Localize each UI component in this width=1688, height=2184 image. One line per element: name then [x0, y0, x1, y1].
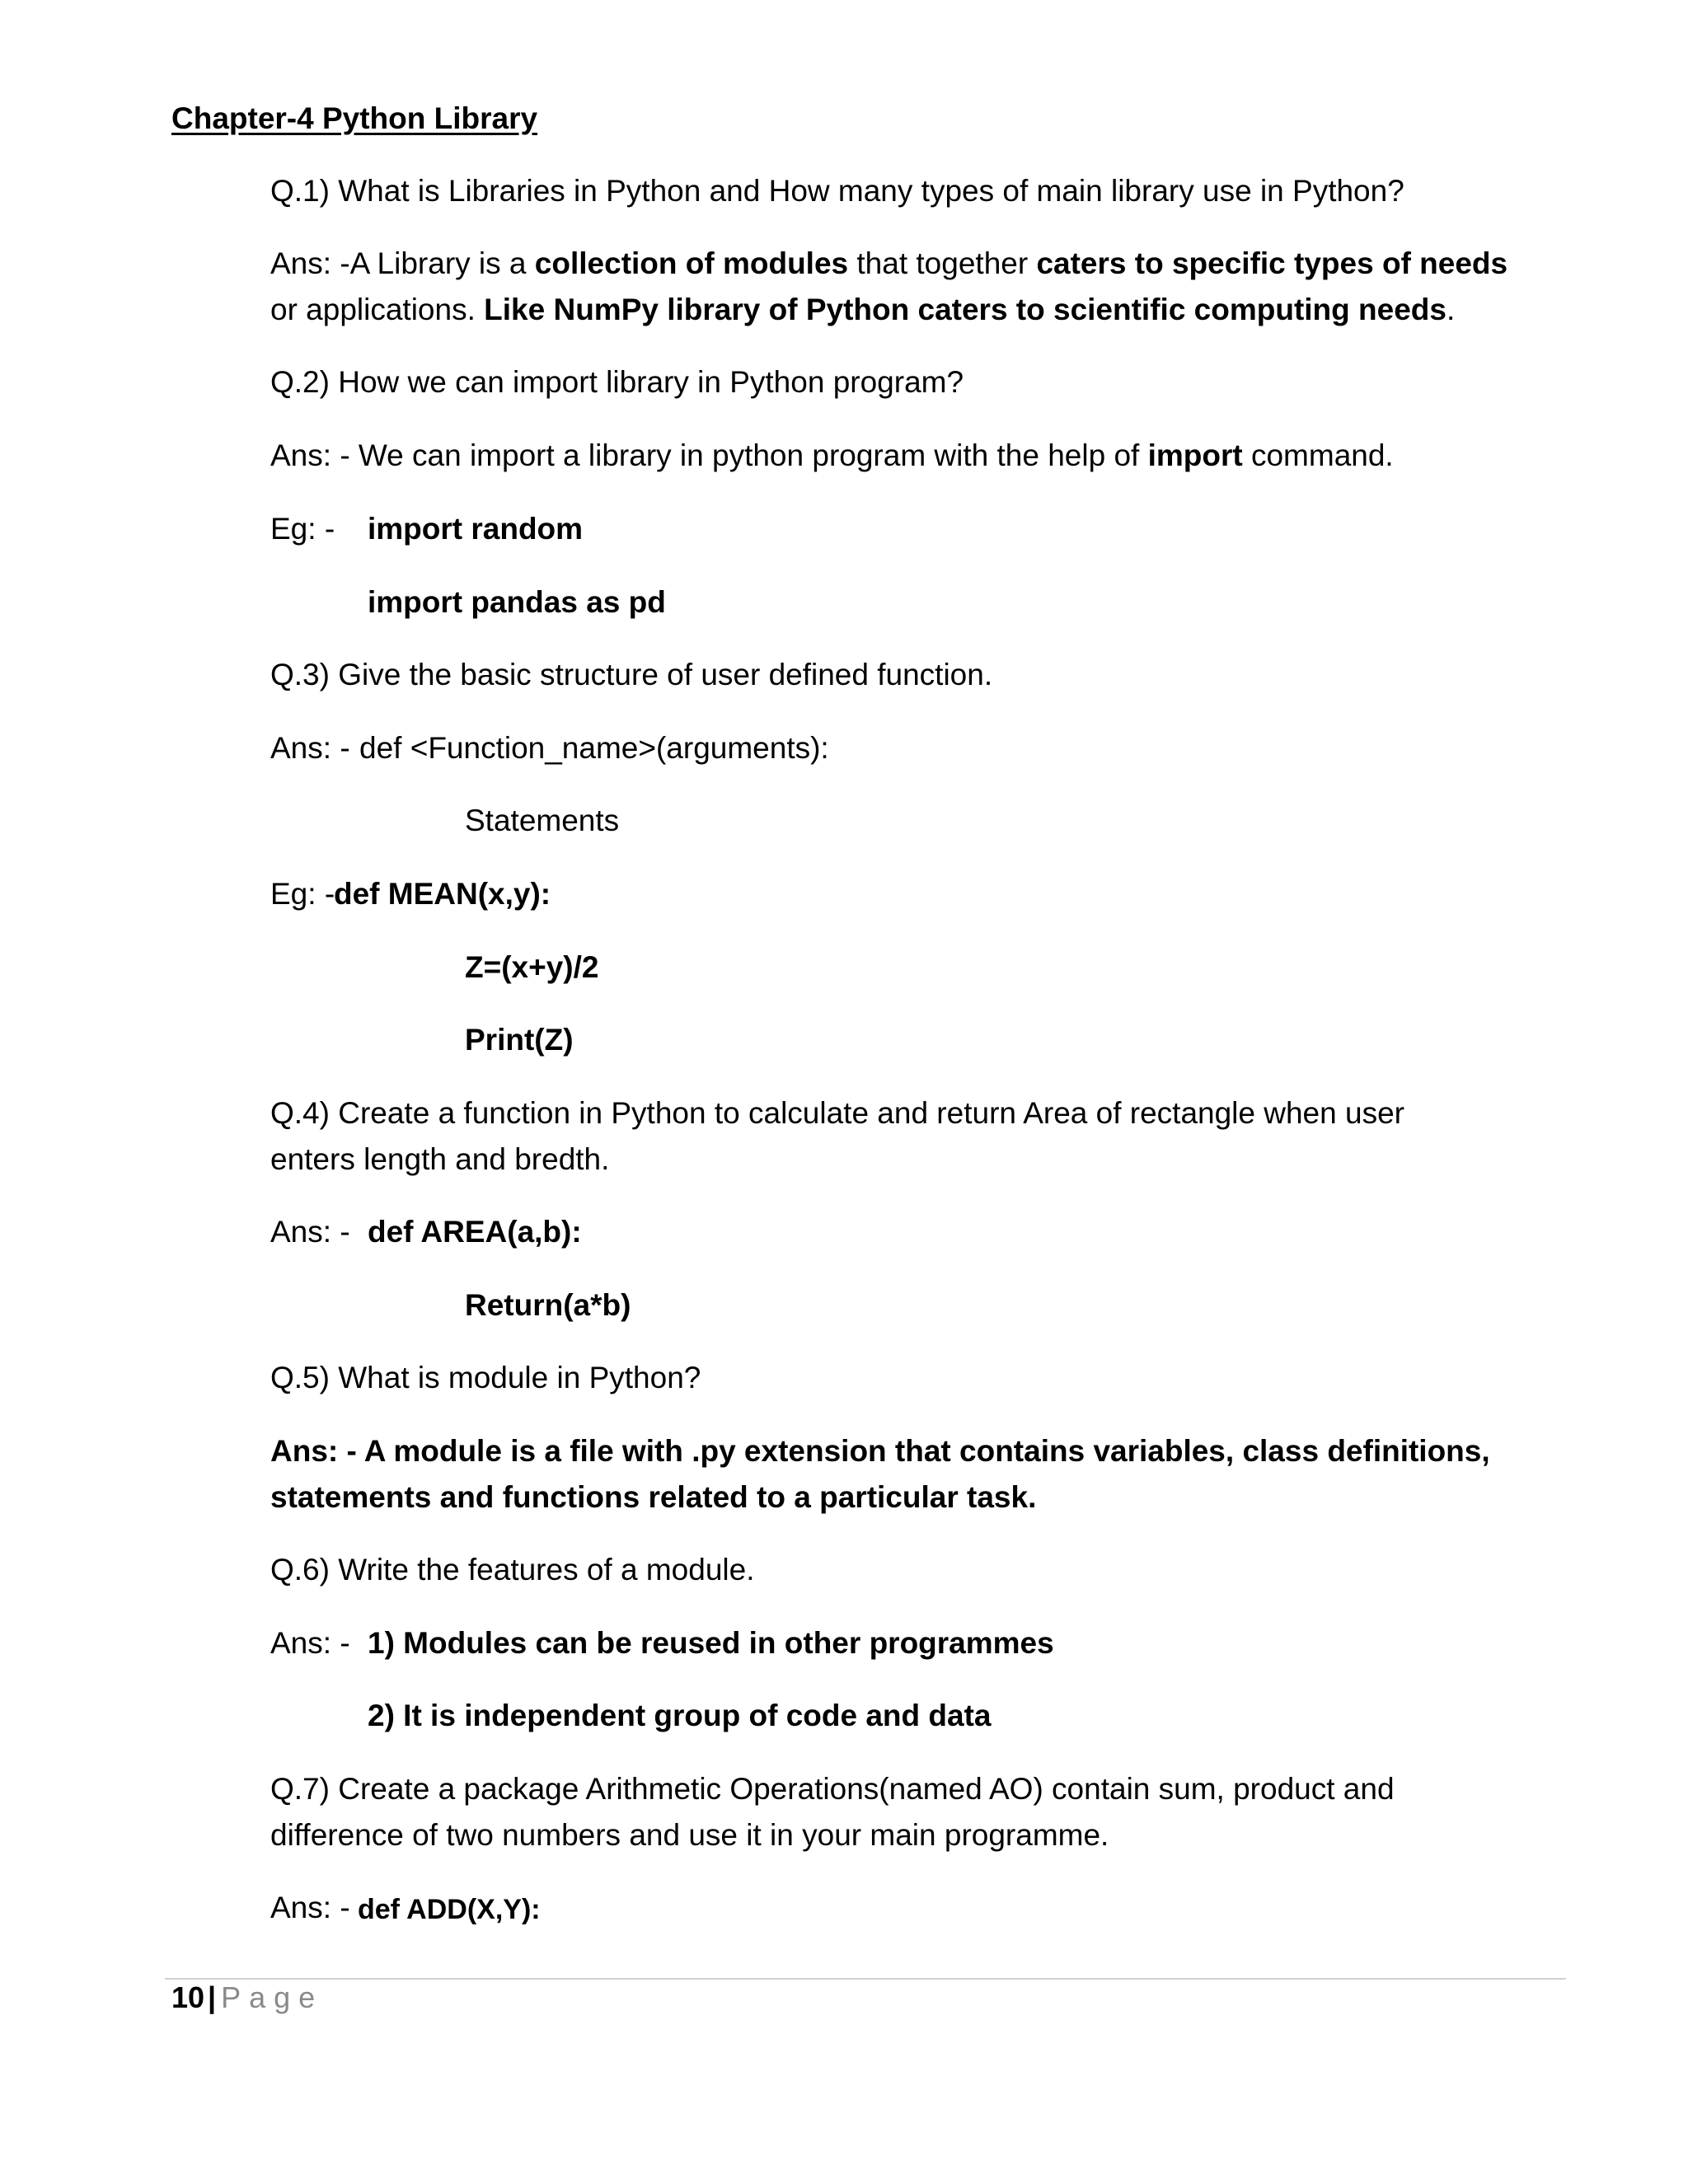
- page-label: Page: [221, 1980, 324, 2014]
- example-2-code-line: import random: [368, 512, 584, 546]
- example-2-label: Eg: -: [270, 512, 335, 546]
- question-1: Q.1) What is Libraries in Python and How many types of main library use in Python?: [270, 174, 1404, 208]
- example-3-code-line: Z=(x+y)/2: [465, 950, 599, 984]
- example-3-code-line: def MEAN(x,y):: [334, 877, 551, 911]
- answer-7-code-line: def ADD(X,Y):: [358, 1894, 541, 1925]
- answer-1-bold: caters to specific types of needs: [1036, 246, 1508, 280]
- answer-1-text: that together: [848, 246, 1037, 280]
- page-number: 10: [171, 1980, 205, 2014]
- chapter-heading: Chapter-4 Python Library: [171, 101, 538, 135]
- question-7-line-1: Q.7) Create a package Arithmetic Operations(named AO) contain sum, product and: [270, 1772, 1395, 1806]
- example-3-label: Eg: -: [270, 877, 335, 911]
- question-3: Q.3) Give the basic structure of user defined function.: [270, 658, 993, 691]
- answer-6-label: Ans: -: [270, 1626, 350, 1660]
- answer-3-label: Ans: -: [270, 731, 350, 765]
- answer-1-line-2: [270, 292, 1455, 328]
- question-2: Q.2) How we can import library in Python program?: [270, 365, 964, 399]
- answer-4-code-line: Return(a*b): [465, 1288, 631, 1322]
- answer-1-text: .: [1446, 293, 1456, 326]
- answer-2: [270, 438, 1394, 474]
- question-5: Q.5) What is module in Python?: [270, 1361, 701, 1394]
- answer-1-bold: collection of modules: [534, 246, 849, 280]
- answer-6-point: 2) It is independent group of code and data: [368, 1699, 992, 1732]
- answer-2-bold: import: [1147, 438, 1243, 472]
- answer-5-line-2: statements and functions related to a particular task.: [270, 1480, 1037, 1514]
- page-footer: [171, 1980, 323, 2016]
- question-6: Q.6) Write the features of a module.: [270, 1553, 755, 1586]
- answer-7-label: Ans: -: [270, 1891, 350, 1924]
- answer-3-code-line: def <Function_name>(arguments):: [359, 731, 829, 765]
- answer-1-text: Ans: -A Library is a: [270, 246, 535, 280]
- answer-2-text: Ans: - We can import a library in python program with the help of: [270, 438, 1148, 472]
- question-4-line-1: Q.4) Create a function in Python to calculate and return Area of rectangle when user: [270, 1096, 1404, 1130]
- question-4-line-2: enters length and bredth.: [270, 1142, 610, 1176]
- answer-4-code-line: def AREA(a,b):: [368, 1215, 582, 1249]
- question-7-line-2: difference of two numbers and use it in your main programme.: [270, 1818, 1109, 1852]
- footer-divider: [165, 1978, 1566, 1980]
- answer-5-line-1: Ans: - A module is a file with .py extension that contains variables, class definitions,: [270, 1434, 1490, 1468]
- answer-1-line-1: [270, 246, 1507, 282]
- example-2-code-line: import pandas as pd: [368, 585, 666, 619]
- answer-1-text: or applications.: [270, 293, 485, 326]
- answer-1-bold: Like NumPy library of Python caters to scientific computing needs: [484, 293, 1447, 326]
- answer-3-code-line: Statements: [465, 804, 620, 837]
- footer-separator: |: [208, 1980, 217, 2014]
- example-3-code-line: Print(Z): [465, 1023, 574, 1057]
- answer-6-point: 1) Modules can be reused in other programmes: [368, 1626, 1054, 1660]
- answer-4-label: Ans: -: [270, 1215, 350, 1249]
- answer-2-text: command.: [1242, 438, 1394, 472]
